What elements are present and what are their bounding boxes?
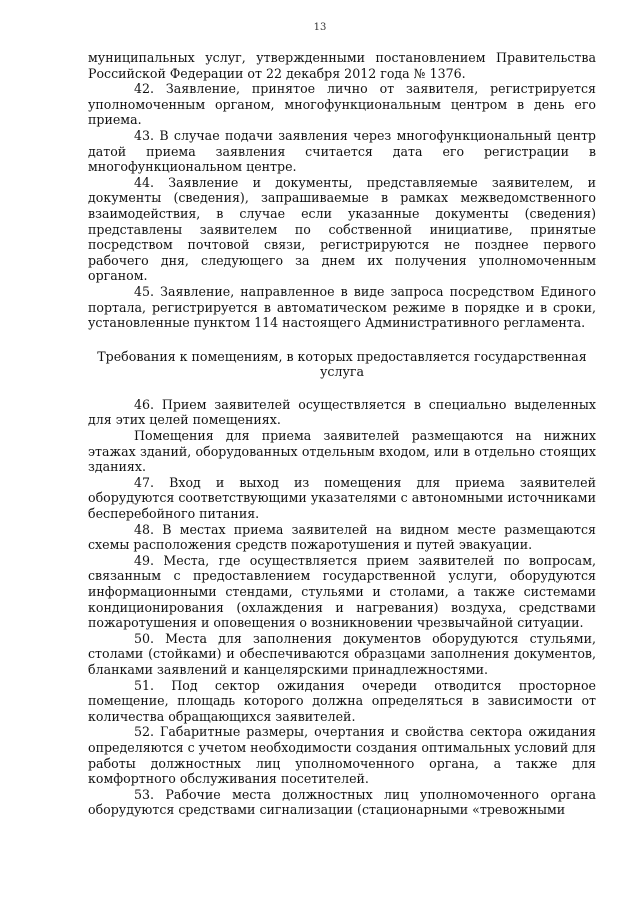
paragraph: 42. Заявление, принятое лично от заявителя, регистрируется уполномоченным органом, многофункциональным центром в день его приема. — [88, 81, 596, 128]
section-heading: Требования к помещениям, в которых предоставляется государственная услуга — [97, 348, 587, 380]
paragraph: 49. Места, где осуществляется прием заявителей по вопросам, связанным с предоставлением государственной услуги, оборудуются информационными стендами, стульями и столами, а также системами кондиционирования (охлаждения и нагревания) воздуха, средствами пожаротушения и оповещения о возникновении чрезвычайной ситуации. — [88, 552, 596, 631]
paragraph: муниципальных услуг, утвержденными постановлением Правительства Российской Федерации от 22 декабря 2012 года № 1376. — [88, 50, 596, 81]
document-body — [88, 50, 596, 818]
paragraph: Помещения для приема заявителей размещаются на нижних этажах зданий, оборудованных отдельным входом, или в отдельно стоящих зданиях. — [88, 428, 596, 475]
paragraph: 48. В местах приема заявителей на видном месте размещаются схемы расположения средств пожаротушения и путей эвакуации. — [88, 521, 596, 553]
paragraph: 43. В случае подачи заявления через многофункциональный центр датой приема заявления считается дата его регистрации в многофункциональном центре. — [88, 127, 596, 175]
page-number: 13 — [313, 22, 327, 33]
paragraph: 52. Габаритные размеры, очертания и свойства сектора ожидания определяются с учетом необходимости создания оптимальных условий для работы должностных лиц уполномоченного органа, а также для комфортного обслуживания посетителей. — [88, 724, 596, 787]
paragraph: 47. Вход и выход из помещения для приема заявителей оборудуются соответствующими указателями с автономными источниками бесперебойного питания. — [88, 474, 596, 522]
paragraph: 51. Под сектор ожидания очереди отводится просторное помещение, площадь которого должна определяться в зависимости от количества обращающихся заявителей. — [88, 677, 596, 724]
paragraph: 46. Прием заявителей осуществляется в специально выделенных для этих целей помещениях. — [88, 396, 596, 428]
paragraph: 53. Рабочие места должностных лиц уполномоченного органа оборудуются средствами сигнализации (стационарными «тревожными — [88, 786, 596, 818]
paragraph: 45. Заявление, направленное в виде запроса посредством Единого портала, регистрируется в автоматическом режиме в порядке и в сроки, установленные пунктом 114 настоящего Административного регламента. — [88, 283, 596, 331]
paragraph: 50. Места для заполнения документов оборудуются стульями, столами (стойками) и обеспечиваются образцами заполнения документов, бланками заявлений и канцелярскими принадлежностями. — [88, 630, 596, 677]
paragraph: 44. Заявление и документы, представляемые заявителем, и документы (сведения), запрашиваемые в рамках межведомственного взаимодействия, в случае если указанные документы (сведения) представлены заявителем по собственной инициативе, принятые посредством почтовой связи, регистрируются не позднее первого рабочего дня, следующего за днем их получения уполномоченным органом. — [88, 174, 596, 284]
